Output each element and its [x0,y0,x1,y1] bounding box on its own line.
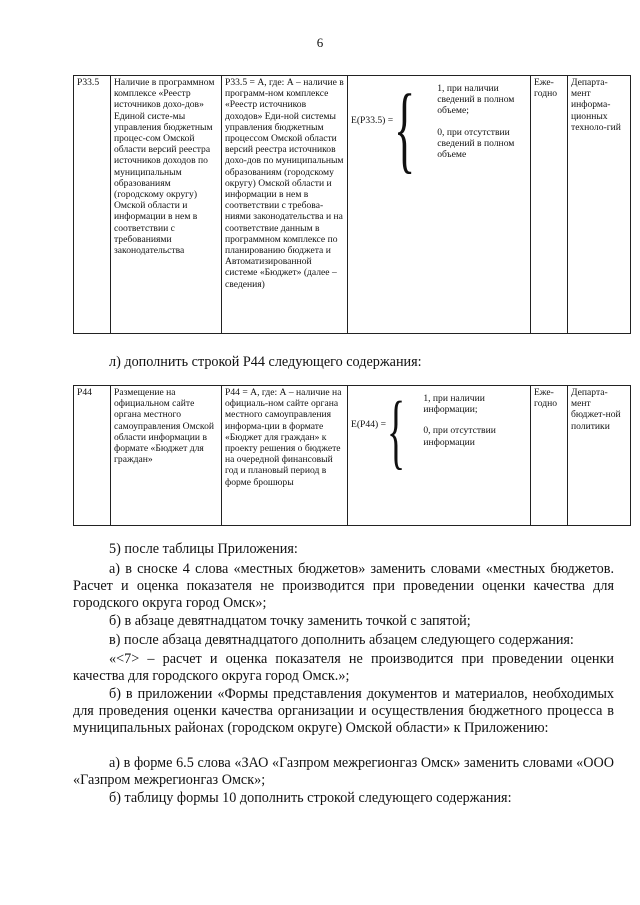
formula-case-zero: 0, при отсутствии информации [423,425,496,448]
formula-case-one: 1, при наличии сведений в полном объеме; [437,83,515,117]
paragraph-footnote-4: а) в сноске 4 слова «местных бюджетов» заменить словами «местных бюджетов. Расчет и оценка показателя не производится при проведении оценки качества для городского округа город Омск»; [73,561,614,612]
formula-case-one: 1, при наличии информации; [423,393,485,416]
row-code: Р33.5 [74,76,111,334]
paragraph-item-5: 5) после таблицы Приложения: [109,541,298,557]
row-code: Р44 [74,386,111,526]
row-executor: Департа-мент информа-ционных техноло-гий [568,76,631,334]
row-formula [348,386,531,526]
row-name: Наличие в программном комплексе «Реестр источников дохо-дов» Единой систе-мы управления бюджетным процес-сом Омской области версий реестра источников доходов по муниципальным образованиям (городскому округу) Омской области и информации в нем в соответствии с требованиями законодательства [111,76,222,334]
paragraph-forms-appendix: б) в приложении «Формы представления документов и материалов, необходимых для проведения оценки качества организации и осуществления бюджетного процесса в муниципальных районах (городском округе) Омской области» к Приложению: [73,686,614,737]
table-row-p33-5 [73,75,631,334]
paragraph-form-6-5: а) в форме 6.5 слова «ЗАО «Газпром межрегионгаз Омск» заменить словами «ООО «Газпром межрегионгаз Омск»; [73,755,614,789]
row-description: Р44 = А, где: А – наличие на официаль-ном сайте органа местного самоуправления информа-ции в формате «Бюджет для граждан» к проекту решения о бюджете на очередной финансовый год и плановый период в форме брошюры [222,386,348,526]
formula-label: Е(Р44) = [351,419,386,430]
page-number: 6 [316,35,324,50]
brace-symbol: { [387,385,406,478]
row-description: Р33.5 = А, где: А – наличие в программ-ном комплексе «Реестр источников доходов» Еди-ной системы управления бюджетным процессом Омской области версий реестра источников дохо-дов по муниципальным образованиям (городскому округу) Омской области и информации в нем в соответствии с требова-ниями законодательства и на соответствие данным в программном комплексе по планированию бюджета и Автоматизированной системе «Бюджет» (далее – сведения) [222,76,348,334]
row-formula [348,76,531,334]
instruction-add-row: л) дополнить строкой Р44 следующего содержания: [109,354,422,370]
paragraph-form-10: б) таблицу формы 10 дополнить строкой следующего содержания: [109,790,512,806]
row-name: Размещение на официальном сайте органа местного самоуправления Омской области информации в формате «Бюджет для граждан» [111,386,222,526]
table-row-p44 [73,385,631,526]
row-periodicity: Еже-годно [531,76,568,334]
brace-symbol: { [394,75,416,183]
formula-case-zero: 0, при отсутствии сведений в полном объеме [437,126,515,161]
row-executor: Департа-мент бюджет-ной политики [568,386,631,526]
row-periodicity: Еже-годно [531,386,568,526]
formula-label: Е(Р33.5) = [351,115,394,126]
paragraph-add-abzac: в) после абзаца девятнадцатого дополнить абзацем следующего содержания: [109,632,574,648]
paragraph-footnote-7: «<7> – расчет и оценка показателя не производится при проведении оценки качества для городского округа город Омск.»; [73,651,614,685]
paragraph-abzac-19: б) в абзаце девятнадцатом точку заменить точкой с запятой; [109,613,471,629]
